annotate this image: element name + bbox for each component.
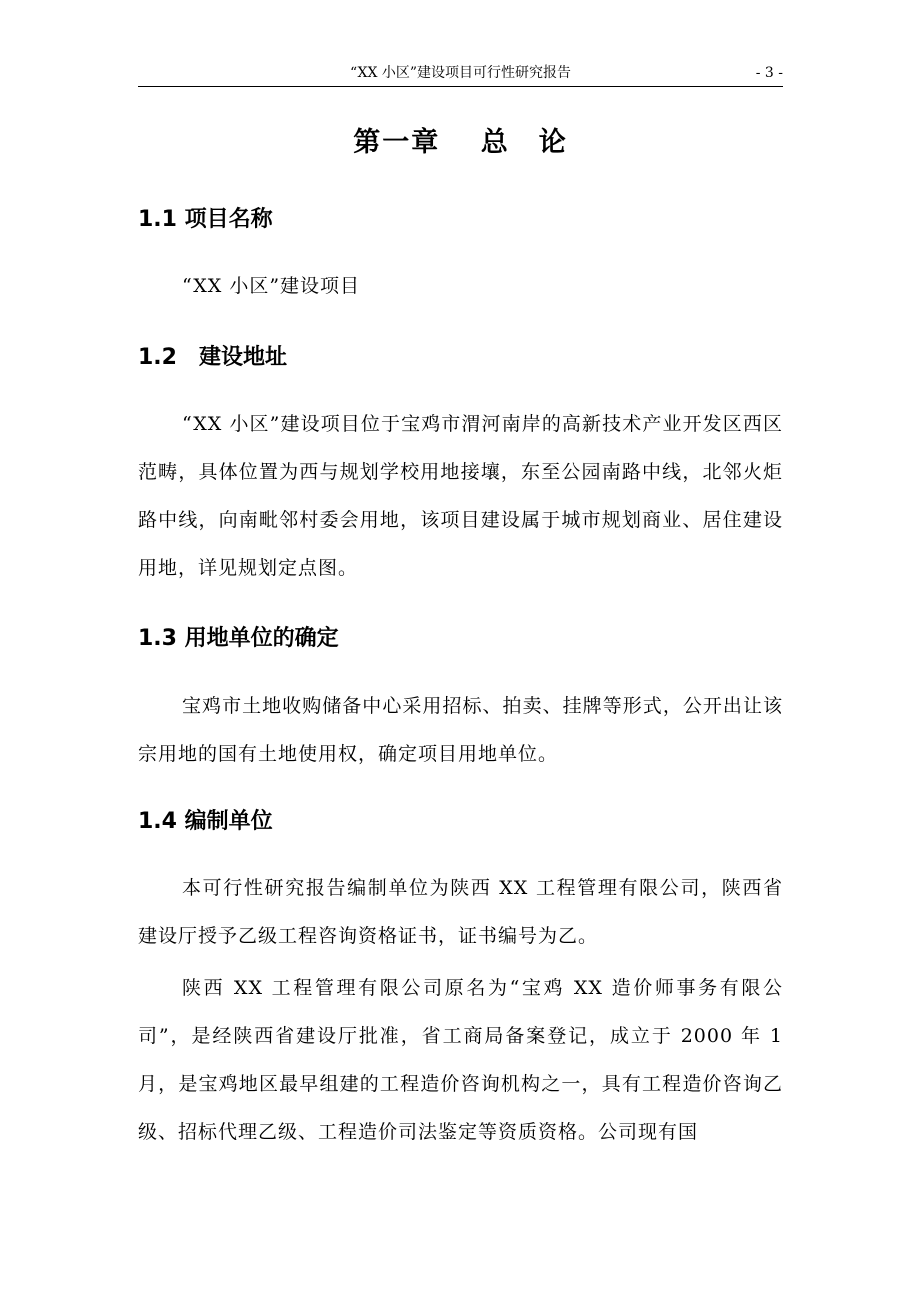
section-heading-project-name: 1.1 项目名称 — [138, 207, 273, 232]
header-title: “XX 小区”建设项目可行性研究报告 — [349, 65, 572, 81]
paragraph-site-address: “XX 小区”建设项目位于宝鸡市渭河南岸的高新技术产业开发区西区范畴，具体位置为西与规划学校用地接壤，东至公园南路中线，北邻火炬路中线，向南毗邻村委会用地，该项目建设属于城市规划商业、居住建设用地，详见规划定点图。 — [138, 413, 783, 579]
header-page-number: - 3 - — [755, 65, 783, 81]
paragraph-project-name: “XX 小区”建设项目 — [182, 275, 361, 297]
section-heading-site-address: 1.2 建设地址 — [138, 345, 287, 370]
page-header — [138, 62, 783, 87]
section-heading-land-user: 1.3 用地单位的确定 — [138, 626, 339, 651]
paragraph-compiler-1: 本可行性研究报告编制单位为陕西 XX 工程管理有限公司，陕西省建设厅授予乙级工程咨询资格证书，证书编号为乙。 — [138, 877, 783, 947]
section-heading-compiler: 1.4 编制单位 — [138, 809, 273, 834]
paragraph-compiler-2: 陕西 XX 工程管理有限公司原名为“宝鸡 XX 造价师事务有限公司”，是经陕西省建设厅批准，省工商局备案登记，成立于 2000 年 1 月，是宝鸡地区最早组建的工程造价咨询机构之一，具有工程造价咨询乙级、招标代理乙级、工程造价司法鉴定等资质资格。公司现有国 — [138, 977, 783, 1143]
paragraph-land-user: 宝鸡市土地收购储备中心采用招标、拍卖、挂牌等形式，公开出让该宗用地的国有土地使用权，确定项目用地单位。 — [138, 695, 783, 765]
chapter-title: 第一章 总 论 — [353, 127, 568, 158]
